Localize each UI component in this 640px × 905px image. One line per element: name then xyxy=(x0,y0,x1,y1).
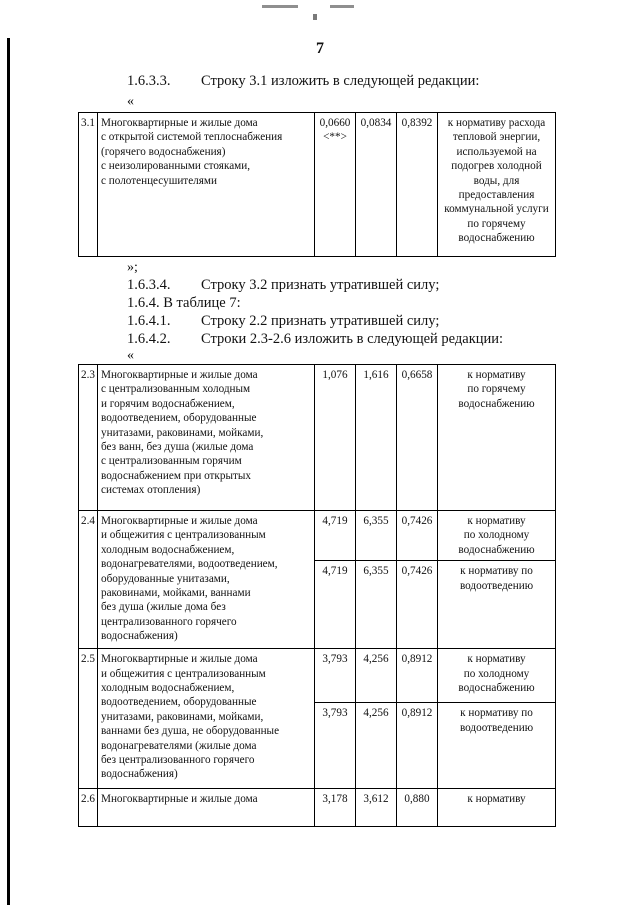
item-text: Строку 3.2 признать утратившей силу; xyxy=(201,277,440,293)
value-2: 4,256 xyxy=(356,649,397,703)
row-number: 2.4 xyxy=(79,511,98,649)
row-note: к нормативу xyxy=(438,789,556,827)
table-row xyxy=(79,511,556,561)
row-note: к нормативу по горячему водоснабжению xyxy=(438,365,556,511)
item-number: 1.6.3.3. xyxy=(127,73,171,89)
item-text: Строку 2.2 признать утратившей силу; xyxy=(201,313,440,329)
row-description: Многоквартирные и жилые дома и общежития с централизованным холодным водоснабжением, водоотведением, оборудованные унитазами, раковинами, мойками, ваннами без душа, не оборудованные водонагревателями (жилые дома без централизованного горячего водоснабжения) xyxy=(98,649,315,789)
item-number: 1.6.4.2. xyxy=(127,331,171,347)
item-text: 1.6.4. В таблице 7: xyxy=(127,295,241,311)
value-1: 4,719 xyxy=(315,561,356,649)
table-row xyxy=(79,113,556,257)
row-note: к нормативу расхода тепловой энергии, используемой на подогрев холодной воды, для предоставления коммунальной услуги по горячему водоснабжению xyxy=(438,113,556,257)
paragraph-1-6-3-4 xyxy=(127,277,439,294)
value-3: 0,6658 xyxy=(397,365,438,511)
close-quote: »; xyxy=(127,260,138,275)
value-1: 3,793 xyxy=(315,703,356,789)
value-2: 0,0834 xyxy=(356,113,397,257)
row-note: к нормативу по холодному водоснабжению xyxy=(438,511,556,561)
row-description: Многоквартирные и жилые дома с централизованным холодным и горячим водоснабжением, водоотведением, оборудованные унитазами, раковинами, мойками, без ванн, без душа (жилые дома с централизованным горячим водоснабжением при открытых системах отопления) xyxy=(98,365,315,511)
value-2: 6,355 xyxy=(356,511,397,561)
value-1: 3,793 xyxy=(315,649,356,703)
value-1: 3,178 xyxy=(315,789,356,827)
item-text: Строки 2.3-2.6 изложить в следующей редакции: xyxy=(201,331,504,347)
value-2: 1,616 xyxy=(356,365,397,511)
value-3: 0,7426 xyxy=(397,511,438,561)
value-2: 4,256 xyxy=(356,703,397,789)
value-3: 0,8912 xyxy=(397,703,438,789)
scan-artifact xyxy=(330,5,354,8)
table-row xyxy=(79,365,556,511)
open-quote: « xyxy=(127,348,134,363)
row-description: Многоквартирные и жилые дома с открытой системой теплоснабжения (горячего водоснабжения) с неизолированными стояками, с полотенцесушителями xyxy=(98,113,315,257)
table-row xyxy=(79,789,556,827)
paragraph-1-6-4-2 xyxy=(127,331,503,348)
item-number: 1.6.4.1. xyxy=(127,313,171,329)
value-2: 6,355 xyxy=(356,561,397,649)
table-row-3-1 xyxy=(78,112,556,257)
row-note: к нормативу по холодному водоснабжению xyxy=(438,649,556,703)
value-3: 0,8912 xyxy=(397,649,438,703)
item-number: 1.6.3.4. xyxy=(127,277,171,293)
row-number: 2.5 xyxy=(79,649,98,789)
value-1: 1,076 xyxy=(315,365,356,511)
value-3: 0,880 xyxy=(397,789,438,827)
page-number: 7 xyxy=(316,40,324,57)
row-number: 3.1 xyxy=(79,113,98,257)
paragraph-1-6-3-3 xyxy=(127,73,479,90)
open-quote: « xyxy=(127,94,134,109)
paragraph-1-6-4 xyxy=(127,295,241,312)
row-description: Многоквартирные и жилые дома и общежития с централизованным холодным водоснабжением, водонагревателями, водоотведением, оборудованные унитазами, раковинами, мойками, ваннами без душа (жилые дома без централизованного горячего водоснабжения) xyxy=(98,511,315,649)
paragraph-1-6-4-1 xyxy=(127,313,439,330)
row-number: 2.3 xyxy=(79,365,98,511)
scan-artifact xyxy=(313,14,317,20)
table-row xyxy=(79,649,556,703)
table-rows-2-3-2-6 xyxy=(78,364,556,827)
value-1: 0,0660 <**> xyxy=(315,113,356,257)
binding-edge xyxy=(7,38,10,905)
row-description: Многоквартирные и жилые дома xyxy=(98,789,315,827)
item-text: Строку 3.1 изложить в следующей редакции: xyxy=(201,73,480,89)
row-note: к нормативу по водоотведению xyxy=(438,703,556,789)
value-2: 3,612 xyxy=(356,789,397,827)
value-1: 4,719 xyxy=(315,511,356,561)
scan-artifact xyxy=(262,5,298,8)
row-note: к нормативу по водоотведению xyxy=(438,561,556,649)
value-3: 0,8392 xyxy=(397,113,438,257)
row-number: 2.6 xyxy=(79,789,98,827)
value-3: 0,7426 xyxy=(397,561,438,649)
